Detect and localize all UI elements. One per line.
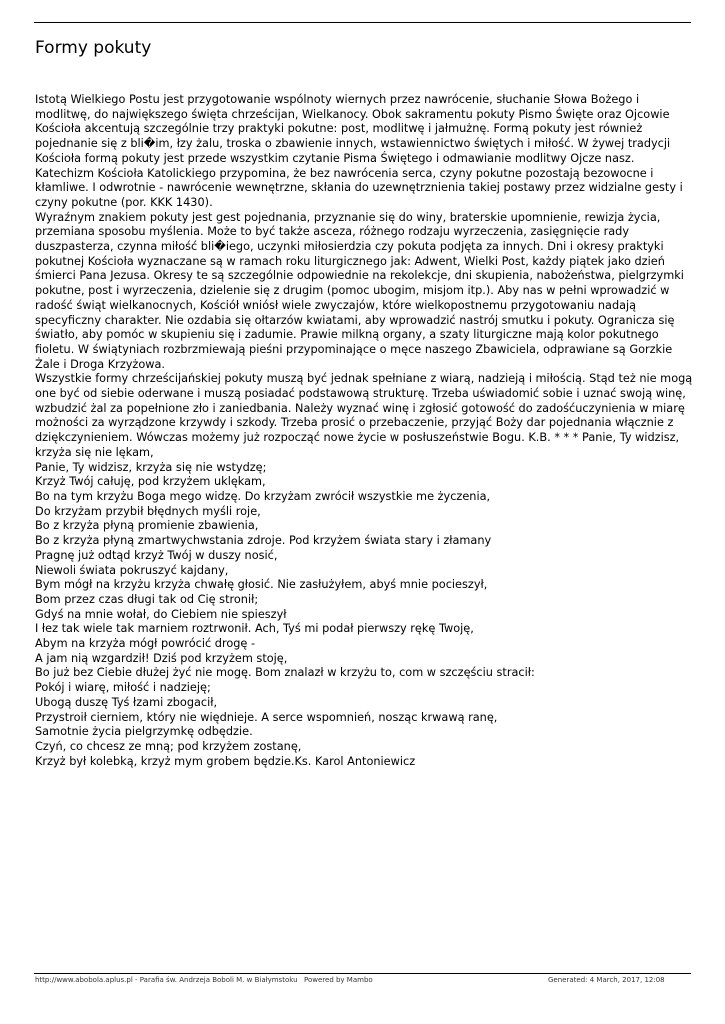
poem [35,461,695,770]
poem-line: Pragnę już odtąd krzyż Twój w duszy nosić, [35,548,278,562]
poem-line: Samotnie życia pielgrzymkę odbędzie. [35,725,253,739]
poem-line: Abym na krzyża mógł powrócić drogę - [35,637,256,651]
footer-generated-date: Generated: 4 March, 2017, 12:08 [548,976,665,984]
poem-line: Krzyż był kolebką, krzyż mym grobem będzie.Ks. Karol Antoniewicz [35,754,416,768]
paragraph-1: Istotą Wielkiego Postu jest przygotowanie wspólnoty wiernych przez nawrócenie, słuchanie Słowa Bożego i modlitwę, do największego święta chrześcijan, Wielkanocy. Obok sakramentu pokuty Pismo Święte oraz Ojcowie Kościoła akcentują szczególnie trzy praktyki pokutne: post, modlitwę i jałmużnę. Formą pokuty jest również pojednanie się z bli�im, łzy żalu, troska o zbawienie innych, wstawiennictwo świętych i miłość. W żywej tradycji Kościoła formą pokuty jest przede wszystkim czytanie Pisma Świętego i odmawianie modlitwy Ojcze nasz. Katechizm Kościoła Katolickiego przypomina, że bez nawrócenia serca, czyny pokutne pozostają bezowocne i kłamliwe. I odwrotnie - nawrócenie wewnętrzne, skłania do uzewnętrznienia takiej postawy przez widzialne gesty i czyny pokutne (por. KKK 1430). [35,93,683,209]
poem-line: Do krzyżam przybił błędnych myśli roje, [35,504,261,518]
footer-site-url: http://www.abobola.aplus.pl - Parafia św. Andrzeja Boboli M. w Białymstoku [35,976,298,984]
poem-line: Przystroił cierniem, który nie więdnieje. A serce wspomnień, nosząc krwawą ranę, [35,710,498,724]
poem-line: A jam nią wzgardził! Dziś pod krzyżem stoję, [35,651,288,665]
poem-line: Pokój i wiarę, miłość i nadzieję; [35,681,211,695]
page-title: Formy pokuty [35,38,152,58]
poem-line: Niewoli świata pokruszyć kajdany, [35,563,229,577]
paragraph-3: Wszystkie formy chrześcijańskiej pokuty muszą być jednak spełniane z wiarą, nadzieją i miłością. Stąd też nie mogą one być od siebie oderwane i muszą posiadać podstawową strukturę. Trzeba uświadomić sobie i uznać swoją winę, wzbudzić żal za popełnione zło i zaniedbania. Należy wyznać winę i zgłosić gotowość do zadośćuczynienia w miarę możności za wyrządzone krzywdy i szkody. Trzeba prosić o przebaczenie, przyjąć Boży dar pojednania włącznie z dziękczynieniem. Wówczas możemy już rozpocząć nowe życie w posłuszeństwie Bogu. K.B. * * * Panie, Ty widzisz, krzyża się nie lękam, [35,372,693,459]
poem-line: I łez tak wiele tak marniem roztrwonił. Ach, Tyś mi podał pierwszy rękę Twoję, [35,622,474,636]
bottom-rule [34,973,691,974]
footer-powered-by: Powered by Mambo [304,976,373,984]
paragraph-2: Wyraźnym znakiem pokuty jest gest pojednania, przyznanie się do winy, braterskie upomnienie, rewizja życia, przemiana sposobu myślenia. Może to być także asceza, różnego rodzaju wyrzeczenia, zasięgnięcie rady duszpasterza, czynna miłość bli�iego, uczynki miłosierdzia czy pokuta podjęta za innych. Dni i okresy praktyki pokutnej Kościoła wyznaczane są w ramach roku liturgicznego jak: Adwent, Wielki Post, każdy piątek jako dzień śmierci Pana Jezusa. Okresy te są szczególnie odpowiednie na rekolekcje, dni skupienia, nabożeństwa, pielgrzymki pokutne, post i wyrzeczenia, dzielenie się z drugim (pomoc ubogim, misjom itp.). Aby nas w pełni wprowadzić w radość świąt wielkanocnych, Kościół wniósł wiele zwyczajów, które wielkopostnemu przygotowaniu nadają specyficzny charakter. Nie ozdabia się ołtarzów kwiatami, aby wprowadzić nastrój smutku i pokuty. Ogranicza się światło, aby pomóc w skupieniu się i zadumie. Prawie milkną organy, a szaty liturgiczne mają kolor pokutnego fioletu. W świątyniach rozbrzmiewają pieśni przypominające o męce naszego Zbawiciela, odprawiane są Gorzkie Żale i Droga Krzyżowa. [35,210,684,371]
poem-line: Bo już bez Ciebie dłużej żyć nie mogę. Bom znalazł w krzyżu to, com w szczęściu stracił: [35,666,535,680]
poem-line: Bo z krzyża płyną zmartwychwstania zdroje. Pod krzyżem świata stary i złamany [35,534,492,548]
poem-line: Bo z krzyża płyną promienie zbawienia, [35,519,259,533]
poem-line: Bo na tym krzyżu Boga mego widzę. Do krzyżam zwrócił wszystkie me życzenia, [35,489,491,503]
article-body [35,93,695,769]
poem-line: Czyń, co chcesz ze mną; pod krzyżem zostanę, [35,739,302,753]
top-rule [34,22,691,23]
poem-line: Gdyś na mnie wołał, do Ciebiem nie spieszył [35,607,287,621]
poem-line: Panie, Ty widzisz, krzyża się nie wstydzę; [35,460,267,474]
poem-line: Ubogą duszę Tyś łzami zbogacił, [35,695,218,709]
poem-line: Bym mógł na krzyżu krzyża chwałę głosić. Nie zasłużyłem, abyś mnie pocieszył, [35,578,488,592]
poem-line: Krzyż Twój całuję, pod krzyżem uklękam, [35,475,266,489]
poem-line: Bom przez czas długi tak od Cię stronił; [35,592,259,606]
